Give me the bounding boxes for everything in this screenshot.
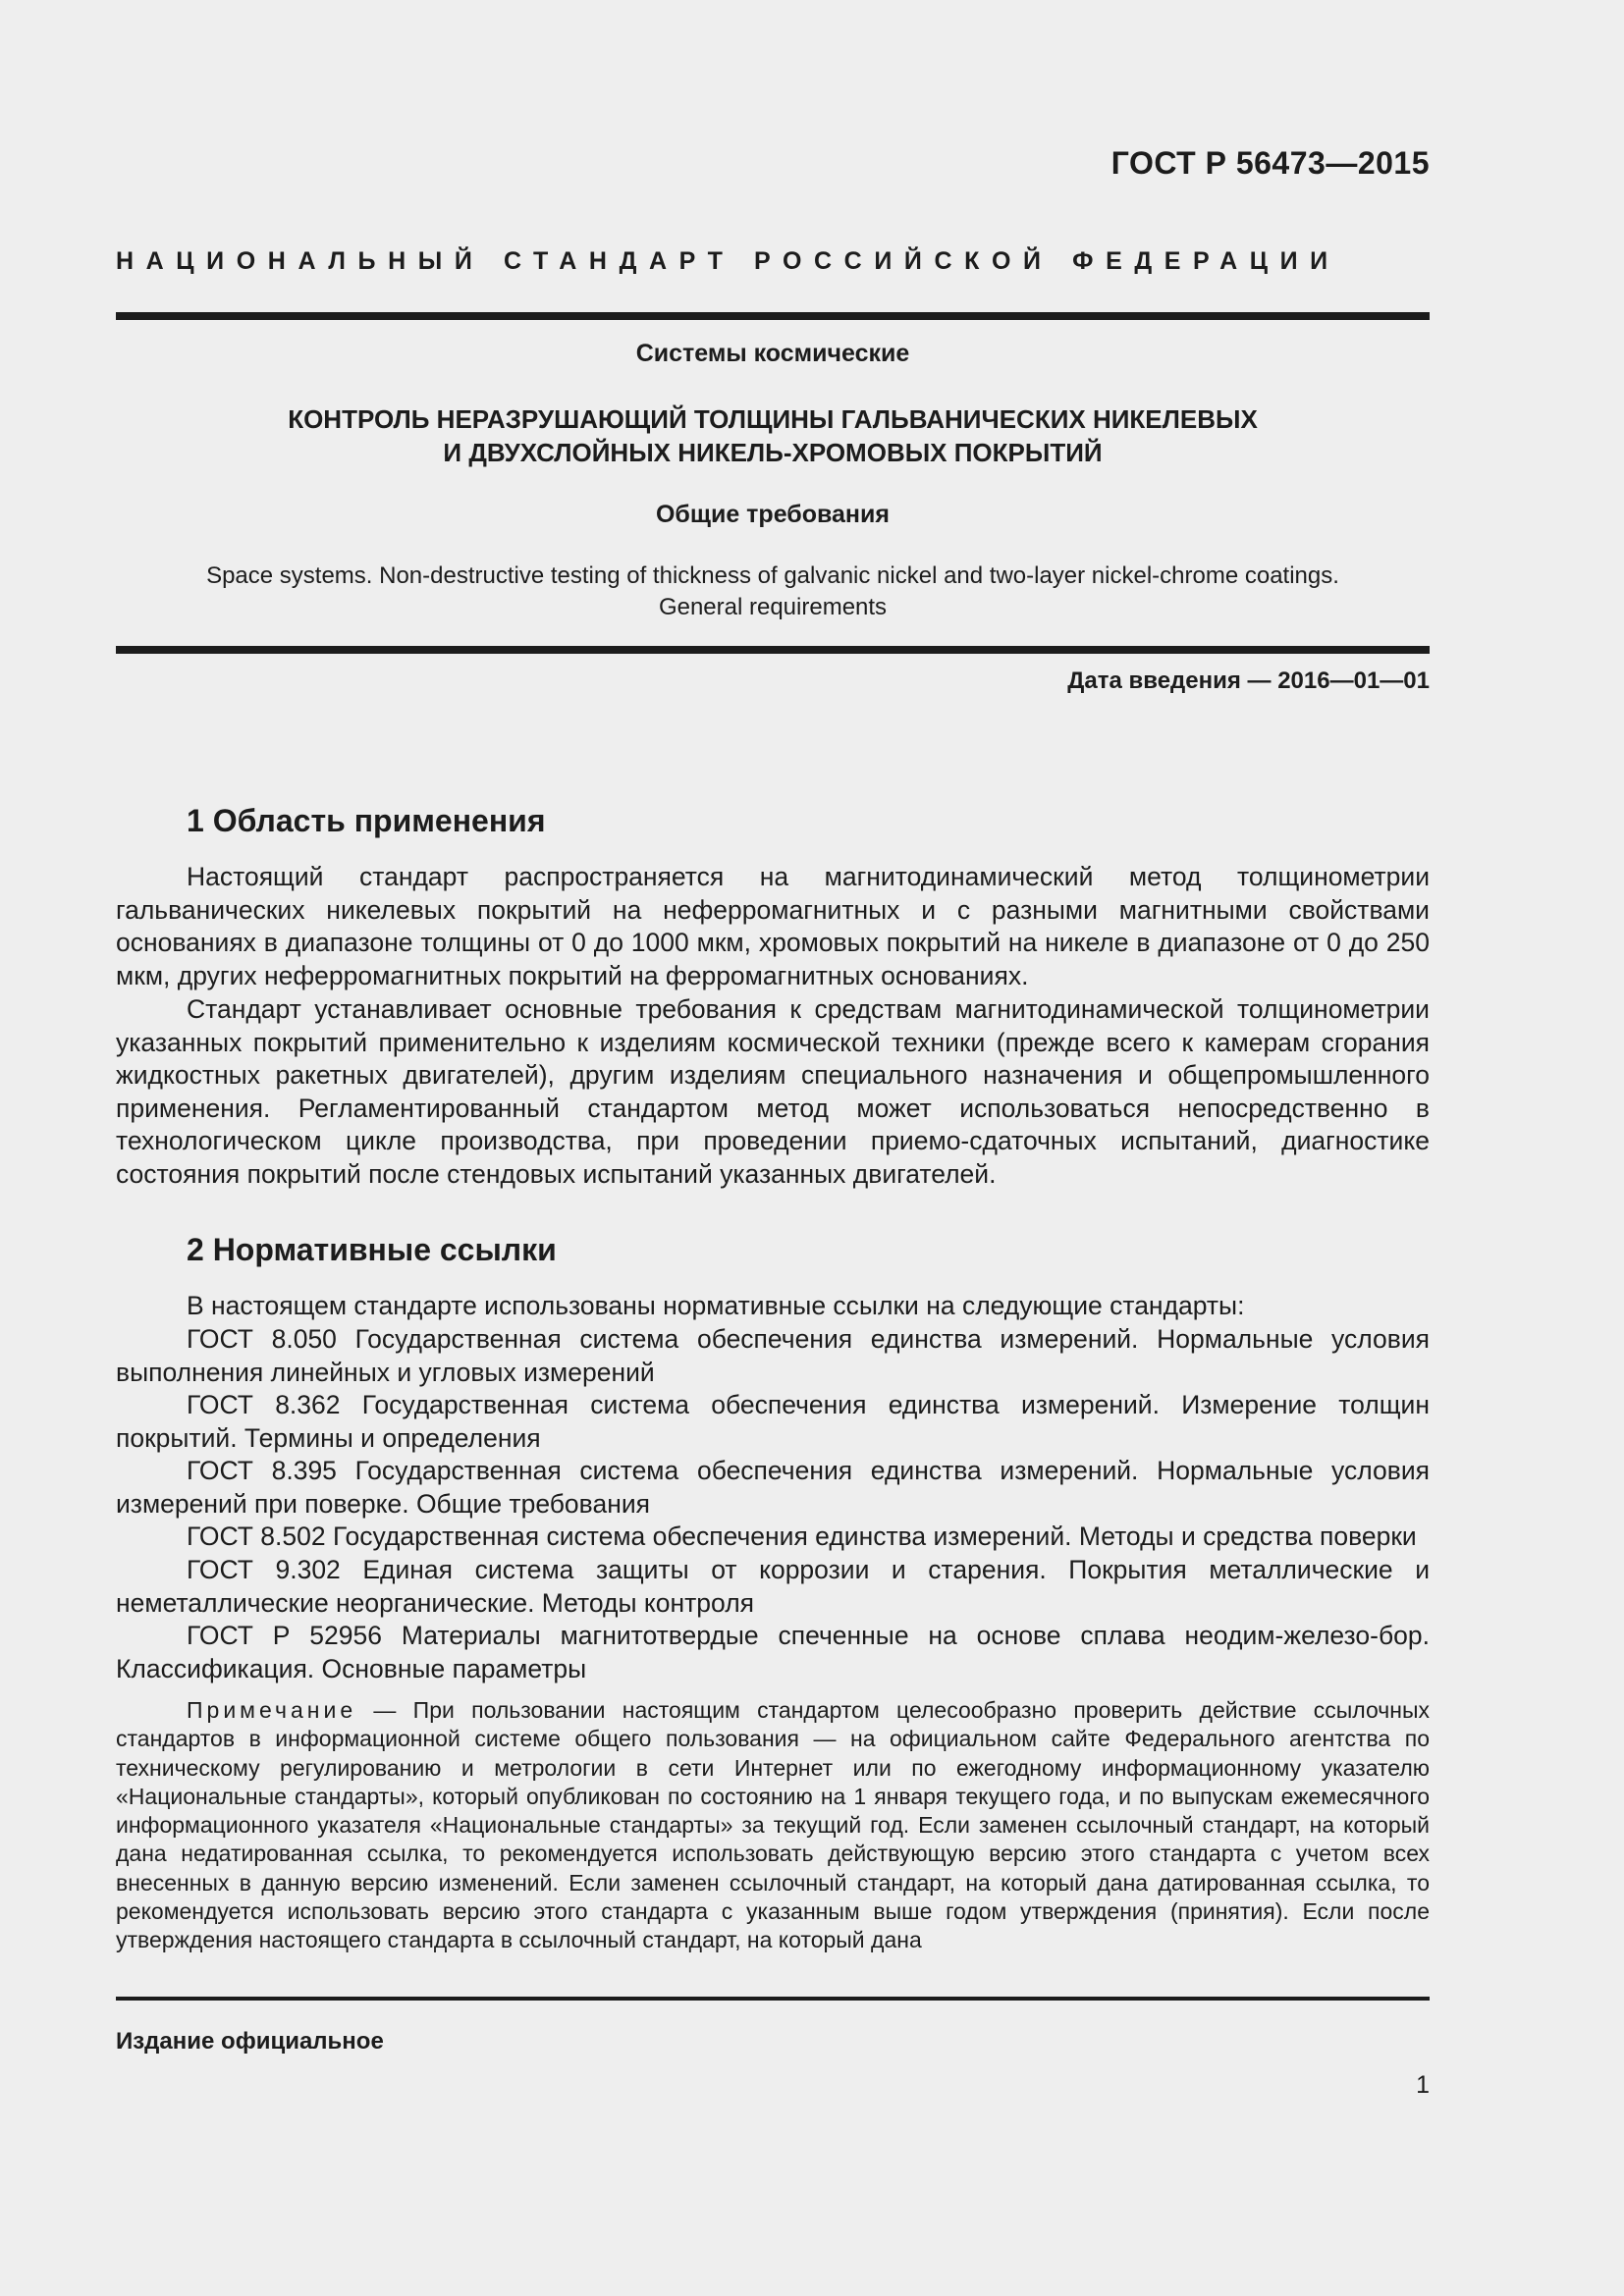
- doc-code: ГОСТ Р 56473—2015: [1110, 145, 1430, 181]
- section2-intro: В настоящем стандарте использованы нормативные ссылки на следующие стандарты:: [187, 1291, 1245, 1320]
- reference-item: ГОСТ 8.050 Государственная система обеспечения единства измерений. Нормальные условия выполнения линейных и угловых измерений: [116, 1324, 1430, 1387]
- title-english-line1: Space systems. Non-destructive testing of thickness of galvanic nickel and two-layer nickel-chrome coatings.: [206, 562, 1339, 589]
- title-main-line2: И ДВУХСЛОЙНЫХ НИКЕЛЬ-ХРОМОВЫХ ПОКРЫТИЙ: [443, 438, 1103, 467]
- section1-heading: 1 Область применения: [187, 803, 546, 838]
- section1-paragraph2: Стандарт устанавливает основные требования к средствам магнитодинамической толщинометрии указанных покрытий применительно к изделиям космической техники (прежде всего к камерам сгорания жидкостных ракетных двигателей), другим изделиям специального назначения и общепромышленного применения. Регламентированный стандартом метод может использоваться непосредственно в технологическом цикле производства, при проведении приемо-сдаточных испытаний, диагностике состояния покрытий после стендовых испытаний указанных двигателей.: [116, 994, 1430, 1189]
- edition-label: Издание официальное: [116, 2028, 384, 2055]
- title-bottom-rule: [116, 646, 1430, 654]
- section2-heading: 2 Нормативные ссылки: [187, 1232, 557, 1267]
- reference-item: ГОСТ 8.395 Государственная система обеспечения единства измерений. Нормальные условия измерений при поверке. Общие требования: [116, 1456, 1430, 1519]
- reference-item: ГОСТ 8.362 Государственная система обеспечения единства измерений. Измерение толщин покрытий. Термины и определения: [116, 1390, 1430, 1453]
- title-subtitle: Общие требования: [655, 501, 890, 528]
- title-english-line2: General requirements: [658, 594, 888, 620]
- page-number: 1: [1416, 2071, 1430, 2099]
- introduction-date: Дата введения — 2016—01—01: [1067, 667, 1430, 694]
- note: [116, 1696, 1430, 1955]
- title-main-line1: КОНТРОЛЬ НЕРАЗРУШАЮЩИЙ ТОЛЩИНЫ ГАЛЬВАНИЧЕСКИХ НИКЕЛЕВЫХ: [288, 404, 1258, 434]
- reference-item: ГОСТ 8.502 Государственная система обеспечения единства измерений. Методы и средства поверки: [187, 1522, 1417, 1551]
- title-category: Системы космические: [635, 340, 910, 367]
- note-text: — При пользовании настоящим стандартом целесообразно проверить действие ссылочных стандартов в информационной системе общего пользования — на официальном сайте Федерального агентства по техническому регулированию и метрологии в сети Интернет или по ежегодному информационному указателю «Национальные стандарты», который опубликован по состоянию на 1 января текущего года, и по выпускам ежемесячного информационного указателя «Национальные стандарты» за текущий год. Если заменен ссылочный стандарт, на который дана недатированная ссылка, то рекомендуется использовать действующую версию этого стандарта с учетом всех внесенных в данную версию изменений. Если заменен ссылочный стандарт, на который дана датированная ссылка, то рекомендуется использовать версию этого стандарта с указанным выше годом утверждения (принятия). Если после утверждения настоящего стандарта в ссылочный стандарт, на который дана: [116, 1697, 1430, 1953]
- footer-rule: [116, 1997, 1430, 2001]
- reference-item: ГОСТ Р 52956 Материалы магнитотвердые спеченные на основе сплава неодим-железо-бор. Классификация. Основные параметры: [116, 1621, 1430, 1683]
- title-main: [116, 402, 1430, 469]
- top-rule: [116, 312, 1430, 320]
- section1-paragraph1: Настоящий стандарт распространяется на магнитодинамический метод толщинометрии гальванических никелевых покрытий на неферромагнитных и с разными магнитными свойствами основаниях в диапазоне толщины от 0 до 1000 мкм, хромовых покрытий на никеле в диапазоне от 0 до 250 мкм, других неферромагнитных покрытий на ферромагнитных основаниях.: [116, 862, 1430, 990]
- national-standard-banner: НАЦИОНАЛЬНЫЙ СТАНДАРТ РОССИЙСКОЙ ФЕДЕРАЦИИ: [116, 247, 1340, 275]
- reference-item: ГОСТ 9.302 Единая система защиты от коррозии и старения. Покрытия металлические и неметаллические неорганические. Методы контроля: [116, 1555, 1430, 1618]
- note-label: Примечание: [187, 1697, 357, 1723]
- title-english: [116, 561, 1430, 623]
